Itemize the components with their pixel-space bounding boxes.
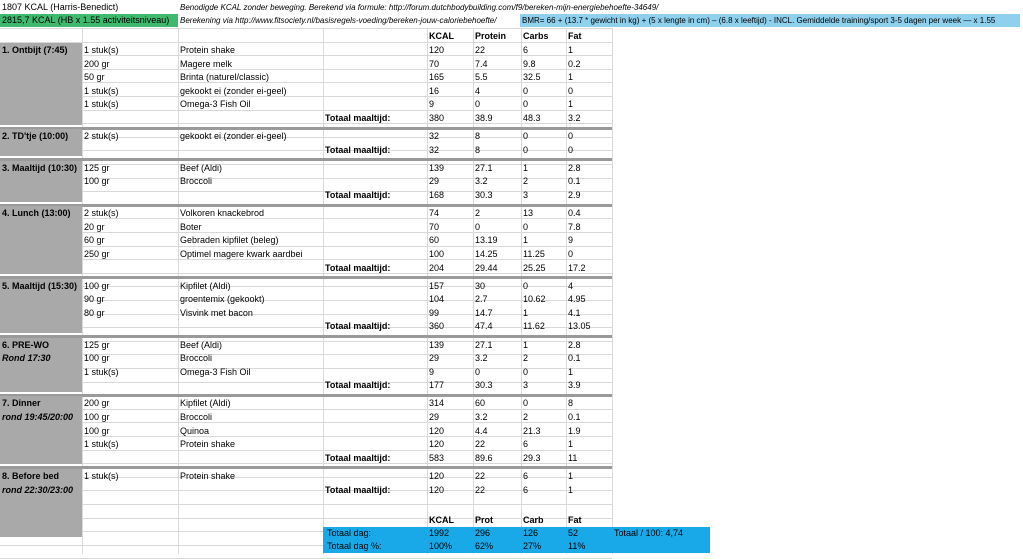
col-kcal-header[interactable]: KCAL bbox=[429, 31, 454, 41]
meal-item-cell[interactable]: 157 bbox=[429, 280, 445, 291]
meal-item-cell[interactable]: 100 gr bbox=[84, 425, 110, 436]
meal-item-cell[interactable]: 5.5 bbox=[475, 72, 488, 83]
meal-item-cell[interactable]: 139 bbox=[429, 339, 445, 350]
total-day-label[interactable]: Totaal dag: bbox=[327, 528, 372, 538]
meal-item-cell[interactable]: 9 bbox=[429, 99, 435, 110]
meal-item-cell[interactable]: 0 bbox=[523, 85, 529, 96]
meal-item-cell[interactable]: 0 bbox=[523, 366, 529, 377]
total-pct-carb[interactable]: 27% bbox=[523, 541, 542, 551]
meal-item-cell[interactable]: 32 bbox=[429, 131, 440, 142]
meal-item-cell[interactable]: 30 bbox=[475, 280, 486, 291]
bmr-formula[interactable]: BMR= 66 + (13.7 * gewicht in kg) + (5 x lengte in cm) – (6.8 x leeftijd) - INCL. Gemiddelde training/sport 3-5 dagen per week — x 1.55 bbox=[520, 14, 1020, 27]
meal-item-cell[interactable]: 27.1 bbox=[475, 339, 493, 350]
meal-item-cell[interactable]: Protein shake bbox=[180, 470, 236, 481]
meal-total-label[interactable]: Totaal maaltijd: bbox=[325, 113, 391, 123]
meal-item-cell[interactable]: 2 bbox=[523, 176, 529, 187]
meal-name[interactable]: 4. Lunch (13:00) bbox=[2, 208, 71, 219]
meal-item-cell[interactable]: Gebraden kipfilet (beleg) bbox=[180, 235, 279, 246]
meal-item-cell[interactable]: 2 bbox=[523, 412, 529, 422]
meal-item-cell[interactable]: 1 stuk(s) bbox=[84, 366, 119, 377]
meal-item-cell[interactable]: 80 gr bbox=[84, 307, 105, 318]
meal-item-cell[interactable]: 0 bbox=[523, 398, 529, 409]
meal-item-cell[interactable]: Protein shake bbox=[180, 439, 236, 450]
meal-item-cell[interactable]: 60 bbox=[475, 398, 486, 409]
meal-name[interactable]: 7. Dinner bbox=[2, 398, 41, 409]
meal-item-cell[interactable]: 0 bbox=[475, 366, 481, 377]
meal-item-cell[interactable]: Omega-3 Fish Oil bbox=[180, 99, 251, 110]
meal-item-cell[interactable]: 3.2 bbox=[475, 176, 488, 187]
meal-total-cell[interactable]: 3.2 bbox=[568, 113, 581, 123]
meal-item-cell[interactable]: 6 bbox=[523, 45, 529, 55]
meal-item-cell[interactable]: 1 stuk(s) bbox=[84, 99, 119, 110]
meal-item-cell[interactable]: 22 bbox=[475, 45, 486, 55]
meal-item-cell[interactable]: 3.2 bbox=[475, 412, 488, 422]
meal-total-cell[interactable]: 3 bbox=[523, 380, 529, 391]
meal-item-cell[interactable]: 74 bbox=[429, 208, 440, 219]
meal-name[interactable]: 3. Maaltijd (10:30) bbox=[2, 162, 78, 173]
meal-total-cell[interactable]: 0 bbox=[568, 144, 574, 155]
meal-item-cell[interactable]: 2 stuk(s) bbox=[84, 208, 119, 219]
meal-item-cell[interactable]: 1 stuk(s) bbox=[84, 470, 119, 481]
meal-item-cell[interactable]: 8 bbox=[568, 398, 574, 409]
meal-item-cell[interactable]: 6 bbox=[523, 470, 529, 481]
meal-total-cell[interactable]: 360 bbox=[429, 321, 445, 332]
meal-item-cell[interactable]: 139 bbox=[429, 162, 445, 173]
meal-item-cell[interactable]: gekookt ei (zonder ei-geel) bbox=[180, 131, 287, 142]
summary-carb-header[interactable]: Carb bbox=[523, 515, 544, 525]
meal-item-cell[interactable]: 22 bbox=[475, 439, 486, 450]
meal-item-cell[interactable]: 120 bbox=[429, 45, 445, 55]
meal-item-cell[interactable]: 9 bbox=[568, 235, 574, 246]
meal-total-cell[interactable]: 89.6 bbox=[475, 452, 493, 463]
meal-total-cell[interactable]: 3 bbox=[523, 190, 529, 200]
meal-item-cell[interactable]: 99 bbox=[429, 307, 440, 318]
meal-item-cell[interactable]: 8 bbox=[475, 131, 481, 142]
meal-item-cell[interactable]: 11.25 bbox=[523, 248, 545, 259]
meal-total-cell[interactable]: 32 bbox=[429, 144, 440, 155]
meal-total-cell[interactable]: 2.9 bbox=[568, 190, 581, 200]
meal-item-cell[interactable]: 27.1 bbox=[475, 162, 493, 173]
meal-item-cell[interactable]: 1 bbox=[568, 366, 574, 377]
meal-item-cell[interactable]: 1 stuk(s) bbox=[84, 439, 119, 450]
summary-fat-header[interactable]: Fat bbox=[568, 515, 582, 525]
meal-item-cell[interactable]: 29 bbox=[429, 353, 440, 364]
meal-total-cell[interactable]: 3.9 bbox=[568, 380, 581, 391]
meal-item-cell[interactable]: 2 bbox=[523, 353, 529, 364]
meal-item-cell[interactable]: 14.25 bbox=[475, 248, 498, 259]
meal-name[interactable]: 8. Before bed bbox=[2, 470, 60, 481]
meal-item-cell[interactable]: 7.8 bbox=[568, 221, 581, 232]
meal-item-cell[interactable]: 0 bbox=[523, 99, 529, 110]
meal-item-cell[interactable]: 1 bbox=[568, 470, 574, 481]
kcal-basic-note[interactable]: Benodigde KCAL zonder beweging. Berekend via formule: http://forum.dutchbodybuilding.com/f9/bereken-mijn-energiebehoefte-34649/ bbox=[180, 3, 659, 12]
meal-item-cell[interactable]: 125 gr bbox=[84, 339, 110, 350]
total-day-carb[interactable]: 126 bbox=[523, 528, 539, 538]
meal-total-cell[interactable]: 204 bbox=[429, 262, 445, 273]
column-gridline bbox=[612, 28, 613, 554]
meal-item-cell[interactable]: 60 bbox=[429, 235, 440, 246]
meal-item-cell[interactable]: 2.8 bbox=[568, 339, 581, 350]
meal-item-cell[interactable]: 0 bbox=[523, 280, 529, 291]
meal-item-cell[interactable]: 7.4 bbox=[475, 58, 488, 69]
meal-total-cell[interactable]: 48.3 bbox=[523, 113, 541, 123]
meal-item-cell[interactable]: 50 gr bbox=[84, 72, 105, 83]
meal-item-cell[interactable]: 200 gr bbox=[84, 398, 110, 409]
meal-item-cell[interactable]: 120 bbox=[429, 470, 445, 481]
meal-item-cell[interactable]: 1 bbox=[568, 45, 574, 55]
meal-item-cell[interactable]: 125 gr bbox=[84, 162, 110, 173]
col-fat-header[interactable]: Fat bbox=[568, 31, 582, 41]
meal-item-cell[interactable]: 0.1 bbox=[568, 353, 581, 364]
meal-name[interactable]: 5. Maaltijd (15:30) bbox=[2, 280, 78, 291]
meal-item-cell[interactable]: 2.7 bbox=[475, 294, 488, 305]
meal-total-cell[interactable]: 22 bbox=[475, 484, 486, 495]
meal-item-cell[interactable]: 1 bbox=[523, 307, 529, 318]
meal-item-cell[interactable]: 70 bbox=[429, 221, 440, 232]
meal-item-cell[interactable]: Visvink met bacon bbox=[180, 307, 253, 318]
total-pct-fat[interactable]: 11% bbox=[568, 541, 586, 551]
total-pct-label[interactable]: Totaal dag %: bbox=[327, 541, 382, 551]
meal-item-cell[interactable]: 200 gr bbox=[84, 58, 110, 69]
meal-total-cell[interactable]: 0 bbox=[523, 144, 529, 155]
meal-item-cell[interactable]: 1 bbox=[523, 162, 529, 173]
total-pct-kcal[interactable]: 100% bbox=[429, 541, 453, 551]
meal-item-cell[interactable]: 6 bbox=[523, 439, 529, 450]
meal-time[interactable]: Rond 17:30 bbox=[2, 353, 51, 364]
kcal-activity-label[interactable]: 2815,7 KCAL (HB x 1.55 activiteitsniveau) bbox=[0, 14, 178, 27]
col-protein-header[interactable]: Protein bbox=[475, 31, 507, 41]
meal-item-cell[interactable]: Protein shake bbox=[180, 45, 236, 55]
meal-item-cell[interactable]: 120 bbox=[429, 439, 445, 450]
meal-total-cell[interactable]: 583 bbox=[429, 452, 445, 463]
meal-item-cell[interactable]: 100 gr bbox=[84, 412, 110, 422]
meal-item-cell[interactable]: 29 bbox=[429, 412, 440, 422]
meal-item-cell[interactable]: 13 bbox=[523, 208, 534, 219]
meal-item-cell[interactable]: Volkoren knackebrod bbox=[180, 208, 265, 219]
meal-item-cell[interactable]: 165 bbox=[429, 72, 445, 83]
total-day-kcal[interactable]: 1992 bbox=[429, 528, 450, 538]
meal-total-label[interactable]: Totaal maaltijd: bbox=[325, 144, 391, 155]
column-gridline bbox=[323, 28, 324, 554]
meal-name[interactable]: 1. Ontbijt (7:45) bbox=[2, 45, 68, 55]
meal-item-cell[interactable]: 0 bbox=[523, 131, 529, 142]
meal-item-cell[interactable]: Broccoli bbox=[180, 353, 213, 364]
meal-total-cell[interactable]: 38.9 bbox=[475, 113, 493, 123]
meal-item-cell[interactable]: 1 bbox=[523, 339, 529, 350]
meal-item-cell[interactable]: 4.95 bbox=[568, 294, 586, 305]
meal-item-cell[interactable]: Boter bbox=[180, 221, 202, 232]
meal-item-cell[interactable]: Broccoli bbox=[180, 176, 213, 187]
meal-total-label[interactable]: Totaal maaltijd: bbox=[325, 262, 391, 273]
meal-total-cell[interactable]: 47.4 bbox=[475, 321, 493, 332]
meal-item-cell[interactable]: 100 bbox=[429, 248, 445, 259]
meal-total-cell[interactable]: 120 bbox=[429, 484, 445, 495]
meal-total-cell[interactable]: 29.44 bbox=[475, 262, 498, 273]
meal-item-cell[interactable]: 2 bbox=[475, 208, 481, 219]
total-day-prot[interactable]: 296 bbox=[475, 528, 491, 538]
meal-total-label[interactable]: Totaal maaltijd: bbox=[325, 452, 391, 463]
meal-item-cell[interactable]: gekookt ei (zonder ei-geel) bbox=[180, 85, 287, 96]
meal-item-cell[interactable]: 22 bbox=[475, 470, 486, 481]
meal-item-cell[interactable]: 1 stuk(s) bbox=[84, 45, 119, 55]
meal-item-cell[interactable]: 16 bbox=[429, 85, 440, 96]
meal-total-cell[interactable]: 168 bbox=[429, 190, 445, 200]
meal-total-label[interactable]: Totaal maaltijd: bbox=[325, 484, 391, 495]
meal-total-cell[interactable]: 30.3 bbox=[475, 190, 493, 200]
meal-item-cell[interactable]: 0 bbox=[568, 85, 574, 96]
summary-prot-header[interactable]: Prot bbox=[475, 515, 493, 525]
meal-item-cell[interactable]: 14.7 bbox=[475, 307, 493, 318]
meal-item-cell[interactable]: 10.62 bbox=[523, 294, 546, 305]
meal-item-cell[interactable]: Optimel magere kwark aardbei bbox=[180, 248, 303, 259]
meal-item-cell[interactable]: 0.2 bbox=[568, 58, 581, 69]
meal-total-cell[interactable]: 25.25 bbox=[523, 262, 546, 273]
meal-item-cell[interactable]: Beef (Aldi) bbox=[180, 339, 223, 350]
meal-total-cell[interactable]: 177 bbox=[429, 380, 445, 391]
meal-total-label[interactable]: Totaal maaltijd: bbox=[325, 190, 391, 200]
meal-item-cell[interactable]: 9.8 bbox=[523, 58, 536, 69]
meal-item-cell[interactable]: Kipfilet (Aldi) bbox=[180, 398, 231, 409]
meal-item-cell[interactable]: 13.19 bbox=[475, 235, 498, 246]
meal-item-cell[interactable]: 1 bbox=[568, 99, 574, 110]
meal-item-cell[interactable]: 1 bbox=[568, 72, 574, 83]
meal-item-cell[interactable]: 0.1 bbox=[568, 412, 581, 422]
meal-item-cell[interactable]: 1.9 bbox=[568, 425, 581, 436]
meal-item-cell[interactable]: Beef (Aldi) bbox=[180, 162, 223, 173]
total-ratio[interactable]: Totaal / 100: 4,74 bbox=[614, 528, 684, 538]
kcal-activity-note[interactable]: Berekening via http://www.fitsociety.nl/basisregels-voeding/bereken-jouw-caloriebehoefte/ bbox=[180, 16, 497, 25]
meal-item-cell[interactable]: 250 gr bbox=[84, 248, 110, 259]
meal-item-cell[interactable]: 2 stuk(s) bbox=[84, 131, 119, 142]
meal-item-cell[interactable]: 29 bbox=[429, 176, 440, 187]
meal-item-cell[interactable]: Kipfilet (Aldi) bbox=[180, 280, 231, 291]
meal-name[interactable]: 6. PRE-WO bbox=[2, 339, 50, 350]
meal-total-cell[interactable]: 11 bbox=[568, 452, 578, 463]
meal-total-cell[interactable]: 17.2 bbox=[568, 262, 586, 273]
meal-total-cell[interactable]: 8 bbox=[475, 144, 481, 155]
col-carbs-header[interactable]: Carbs bbox=[523, 31, 549, 41]
meal-item-cell[interactable]: 70 bbox=[429, 58, 440, 69]
meal-item-cell[interactable]: Magere melk bbox=[180, 58, 233, 69]
meal-item-cell[interactable]: 104 bbox=[429, 294, 445, 305]
meal-item-cell[interactable]: 1 stuk(s) bbox=[84, 85, 119, 96]
meal-item-cell[interactable]: 9 bbox=[429, 366, 435, 377]
kcal-basic-label[interactable]: 1807 KCAL (Harris-Benedict) bbox=[0, 1, 178, 14]
meal-item-cell[interactable]: 0 bbox=[568, 248, 574, 259]
meal-item-cell[interactable]: 3.2 bbox=[475, 353, 488, 364]
meal-item-cell[interactable]: 4 bbox=[475, 85, 481, 96]
meal-item-cell[interactable]: groentemix (gekookt) bbox=[180, 294, 265, 305]
meal-item-cell[interactable]: 21.3 bbox=[523, 425, 541, 436]
meal-item-cell[interactable]: 4.1 bbox=[568, 307, 581, 318]
meal-total-cell[interactable]: 6 bbox=[523, 484, 529, 495]
total-day-fat[interactable]: 52 bbox=[568, 528, 579, 538]
meal-item-cell[interactable]: 0.1 bbox=[568, 176, 581, 187]
meal-total-cell[interactable]: 11.62 bbox=[523, 321, 545, 332]
meal-time[interactable]: rond 19:45/20:00 bbox=[2, 412, 74, 422]
meal-total-cell[interactable]: 1 bbox=[568, 484, 574, 495]
meal-item-cell[interactable]: 100 gr bbox=[84, 353, 110, 364]
meal-item-cell[interactable]: 0 bbox=[475, 99, 481, 110]
meal-item-cell[interactable]: 0 bbox=[523, 221, 529, 232]
meal-item-cell[interactable]: Broccoli bbox=[180, 412, 213, 422]
meal-total-cell[interactable]: 13.05 bbox=[568, 321, 591, 332]
meal-total-cell[interactable]: 30.3 bbox=[475, 380, 493, 391]
meal-item-cell[interactable]: 32.5 bbox=[523, 72, 541, 83]
meal-item-cell[interactable]: 0 bbox=[475, 221, 481, 232]
meal-total-cell[interactable]: 380 bbox=[429, 113, 445, 123]
meal-item-cell[interactable]: 2.8 bbox=[568, 162, 581, 173]
meal-name[interactable]: 2. TD'tje (10:00) bbox=[2, 131, 69, 142]
meal-item-cell[interactable]: 120 bbox=[429, 425, 445, 436]
meal-item-cell[interactable]: 4.4 bbox=[475, 425, 488, 436]
meal-time[interactable]: rond 22:30/23:00 bbox=[2, 484, 74, 495]
meal-item-cell[interactable]: 1 bbox=[568, 439, 574, 450]
meal-item-cell[interactable]: 1 bbox=[523, 235, 529, 246]
meal-item-cell[interactable]: 314 bbox=[429, 398, 445, 409]
meal-item-cell[interactable]: Omega-3 Fish Oil bbox=[180, 366, 251, 377]
summary-kcal-header[interactable]: KCAL bbox=[429, 515, 454, 525]
meal-total-label[interactable]: Totaal maaltijd: bbox=[325, 380, 391, 391]
meal-item-cell[interactable]: 20 gr bbox=[84, 221, 105, 232]
meal-item-cell[interactable]: 90 gr bbox=[84, 294, 105, 305]
meal-item-cell[interactable]: 4 bbox=[568, 280, 574, 291]
meal-item-cell[interactable]: 0 bbox=[568, 131, 574, 142]
meal-total-cell[interactable]: 29.3 bbox=[523, 452, 541, 463]
total-pct-prot[interactable]: 62% bbox=[475, 541, 494, 551]
meal-item-cell[interactable]: 100 gr bbox=[84, 280, 110, 291]
meal-item-cell[interactable]: 100 gr bbox=[84, 176, 110, 187]
meal-item-cell[interactable]: Brinta (naturel/classic) bbox=[180, 72, 270, 83]
meal-item-cell[interactable]: 60 gr bbox=[84, 235, 105, 246]
meal-item-cell[interactable]: 0.4 bbox=[568, 208, 581, 219]
meal-item-cell[interactable]: Quinoa bbox=[180, 425, 210, 436]
meal-total-label[interactable]: Totaal maaltijd: bbox=[325, 321, 391, 332]
